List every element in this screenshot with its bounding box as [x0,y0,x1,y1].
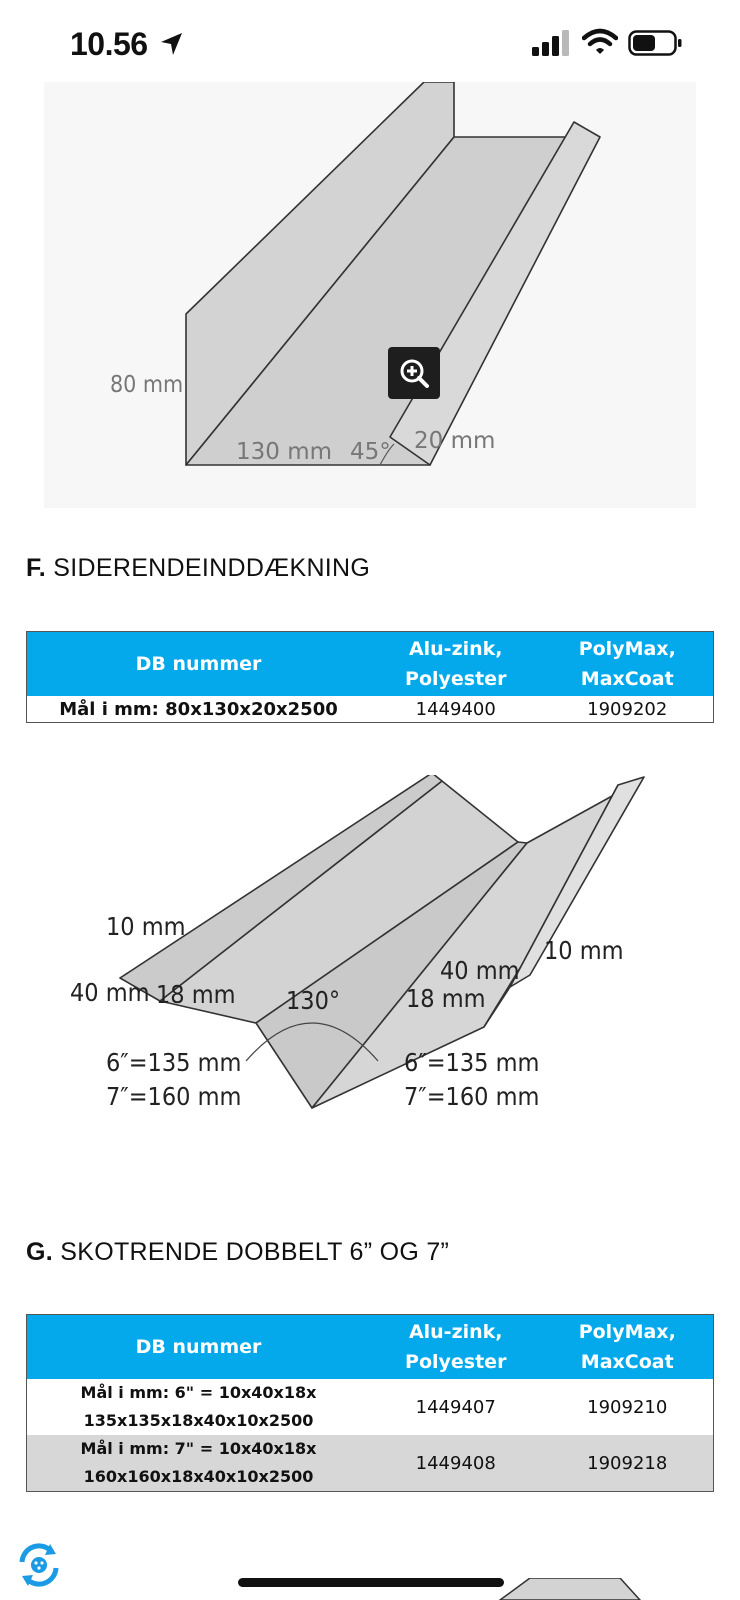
table-row [27,696,713,722]
wifi-icon [582,28,618,56]
label-left-10mm: 10 mm [106,912,186,941]
row-polymax: 1909210 [587,1396,668,1418]
next-figure-preview [490,1578,650,1600]
label-left-size-7: 7″=160 mm [106,1082,242,1111]
dim-width-label: 130 mm [236,439,333,465]
row-label [27,1379,370,1435]
location-arrow-icon [158,30,186,58]
status-bar [0,0,740,80]
header-alu-zink: Alu-zink, Polyester [405,638,507,690]
row-polymax: 1909218 [587,1452,668,1474]
table-header [27,1315,713,1379]
header-db-nummer: DB nummer [135,1336,262,1358]
header-db-nummer: DB nummer [135,653,262,675]
dim-edge-label: 20 mm [414,428,496,454]
home-indicator[interactable] [238,1578,504,1587]
row-label-line1: Mål i mm: 7" = 10x40x18x [80,1439,317,1458]
row-alu-zink: 1449408 [415,1452,496,1474]
figure-siderende [44,82,696,508]
cellular-signal-icon [532,30,572,56]
label-right-40mm: 40 mm [440,956,520,985]
section-f-title [26,554,370,583]
section-f-text: SIDERENDEINDDÆKNING [53,554,371,582]
table-skotrende [26,1314,714,1492]
row-alu-zink: 1449400 [415,698,496,720]
label-right-size-7: 7″=160 mm [404,1082,540,1111]
label-right-10mm: 10 mm [544,936,624,965]
table-header [27,632,713,696]
zoom-button[interactable] [388,347,440,399]
table-row [27,1379,713,1435]
row-label-line1: Mål i mm: 6" = 10x40x18x [80,1383,317,1402]
sync-icon[interactable] [14,1540,64,1590]
zoom-in-icon [398,357,430,389]
header-alu-zink: Alu-zink, Polyester [405,1321,507,1373]
table-siderende [26,631,714,723]
row-label-line2: 160x160x18x40x10x2500 [83,1467,314,1486]
skotrende-drawing [60,775,680,1145]
label-angle-130: 130° [286,986,341,1015]
row-label: Mål i mm: 80x130x20x2500 [59,698,338,720]
section-g-title [26,1238,449,1267]
header-polymax: PolyMax, MaxCoat [578,638,676,690]
status-time: 10.56 [70,26,148,62]
section-f-letter: F. [26,554,47,582]
row-label [27,1435,370,1491]
section-g-text: SKOTRENDE DOBBELT 6” OG 7” [60,1238,450,1266]
dim-height-label: 80 mm [110,372,184,398]
dim-angle-label: 45° [350,439,391,465]
label-left-size-6: 6″=135 mm [106,1048,242,1077]
label-right-18mm: 18 mm [406,984,486,1013]
siderende-drawing [44,82,696,508]
battery-icon [628,30,684,56]
label-left-40mm: 40 mm [70,978,150,1007]
table-row [27,1435,713,1491]
header-polymax: PolyMax, MaxCoat [578,1321,676,1373]
row-alu-zink: 1449407 [415,1396,496,1418]
row-label-line2: 135x135x18x40x10x2500 [83,1411,314,1430]
row-polymax: 1909202 [587,698,668,720]
label-left-18mm: 18 mm [156,980,236,1009]
section-g-letter: G. [26,1238,53,1266]
label-right-size-6: 6″=135 mm [404,1048,540,1077]
